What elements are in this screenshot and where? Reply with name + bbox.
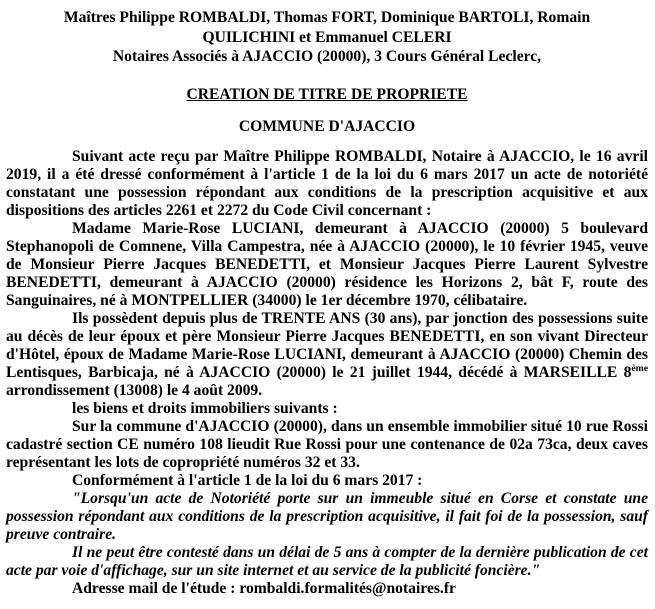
- quote-paragraph-1: "Lorsqu'un acte de Notoriété porte sur un immeuble situé en Corse et constate une possession répondant aux conditions de la prescription acquisitive, il fait foi de la possession, sauf preuve contraire.: [6, 489, 648, 543]
- quote-paragraph-2: Il ne peut être contesté dans un délai de 5 ans à compter de la dernière publication de cet acte par voie d'affichage, sur un site internet et au service de la publicité foncière.": [6, 543, 648, 579]
- document-title: CREATION DE TITRE DE PROPRIETE: [186, 85, 468, 103]
- paragraph-conformement: Conformément à l'article 1 de la loi du 6 mars 2017 :: [72, 471, 423, 489]
- notary-names-line: Maîtres Philippe ROMBALDI, Thomas FORT, Dominique BARTOLI, Romain QUILICHINI et Emmanuel CELERI: [63, 9, 591, 46]
- notary-address-line: Notaires Associés à AJACCIO (20000), 3 Cours Général Leclerc,: [112, 48, 542, 65]
- paragraph-acte-recu: Suivant acte reçu par Maître Philippe ROMBALDI, Notaire à AJACCIO, le 16 avril 2019, il a été dressé conformément à l'article 1 de la loi du 6 mars 2017 un acte de notoriété constatant une possession répondant aux conditions de la prescription acquisitive et aux dispositions des articles 2261 et 2272 du Code Civil concernant :: [6, 147, 648, 219]
- email-line: Adresse mail de l'étude : rombaldi.formalités@notaires.fr: [72, 579, 456, 597]
- paragraph-description-biens: Sur la commune d'AJACCIO (20000), dans un ensemble immobilier situé 10 rue Rossi cadastré section CE numéro 108 lieudit Rue Rossi pour une contenance de 02a 73ca, deux caves représentant les lots de copropriété numéros 32 et 33.: [6, 417, 648, 471]
- document-subtitle: COMMUNE D'AJACCIO: [238, 117, 416, 135]
- paragraph-parties: Madame Marie-Rose LUCIANI, demeurant à AJACCIO (20000) 5 boulevard Stephanopoli de Comnene, Villa Campestra, née à AJACCIO (20000), le 10 février 1945, veuve de Monsieur Pierre Jacques BENEDETTI, et Monsieur Jacques Pierre Laurent Sylvestre BENEDETTI, demeurant à AJACCIO (20000) résidence les Horizons 2, bât F, route des Sanguinaires, né à MONTPELLIER (34000) le 1er décembre 1970, célibataire.: [6, 219, 648, 309]
- document-body: [6, 148, 648, 598]
- possession-text-before: Ils possèdent depuis plus de TRENTE ANS (30 ans), par jonction des possessions suite au décès de leur époux et père Monsieur Pierre Jacques BENEDETTI, en son vivant Directeur d'Hôtel, époux de Madame Marie-Rose LUCIANI, demeurant à AJACCIO (20000) Chemin des Lentisques, Barbicaja, né à AJACCIO (20000) le 21 juillet 1944, décédé à MARSEILLE 8: [6, 309, 648, 381]
- paragraph-biens-intro: les biens et droits immobiliers suivants :: [72, 399, 338, 417]
- superscript-eme: ème: [631, 362, 648, 374]
- paragraph-possession: [6, 310, 648, 400]
- possession-text-after: arrondissement (13008) le 4 août 2009.: [6, 381, 263, 399]
- notary-header: [6, 8, 648, 67]
